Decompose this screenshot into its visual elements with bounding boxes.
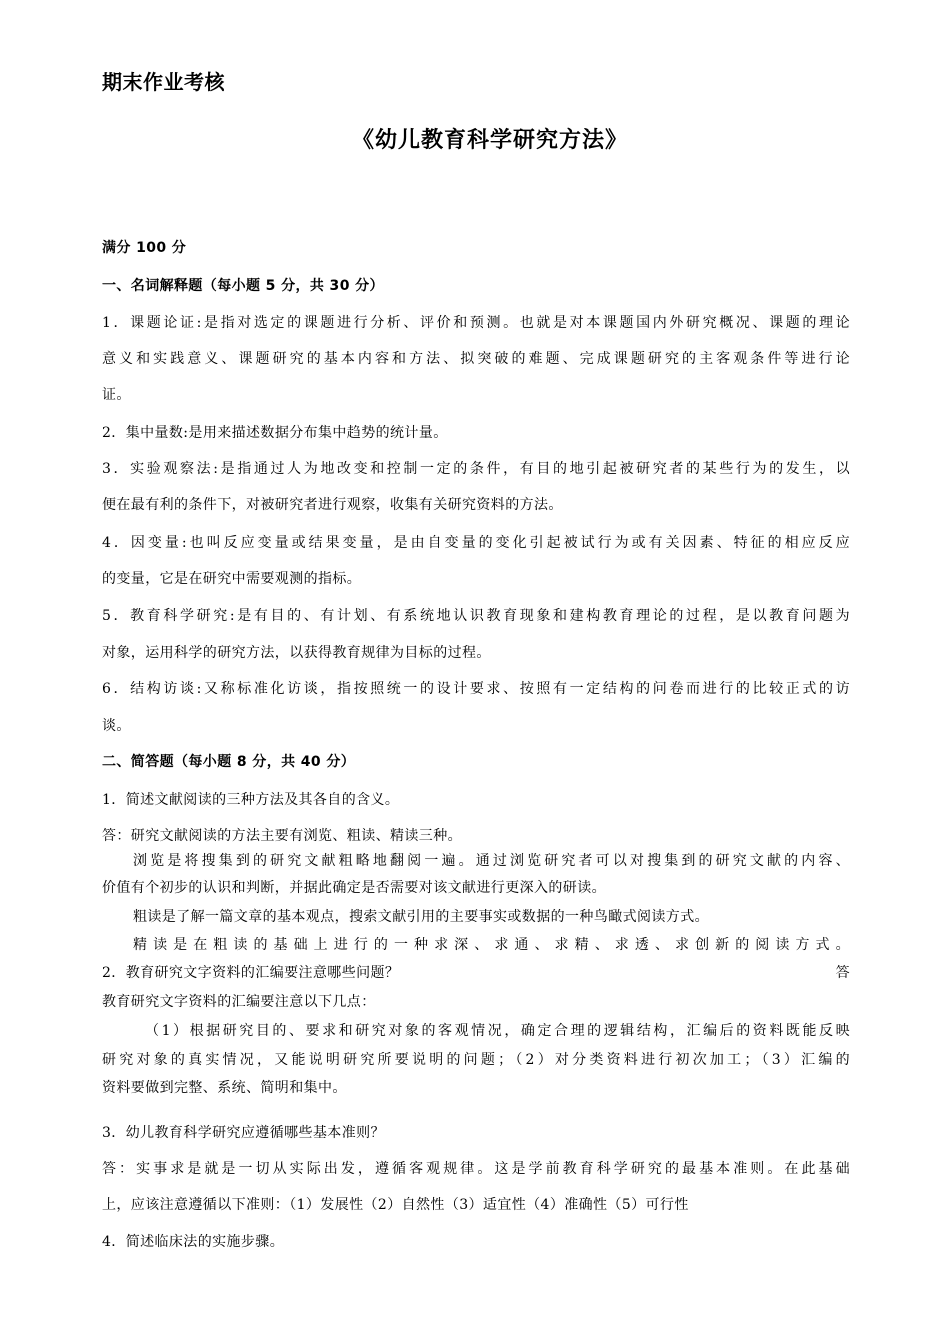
document-title: 《幼儿教育科学研究方法》	[351, 128, 628, 153]
s2-answer-line: 上，应该注意遵循以下准则：（1）发展性（2）自然性（3）适宜性（4）准确性（5）可行性	[102, 1197, 689, 1213]
s2-question: 2．教育研究文字资料的汇编要注意哪些问题？	[102, 965, 400, 981]
answer-label: 答	[835, 965, 850, 981]
s2-answer-line: 教育研究文字资料的汇编要注意以下几点：	[102, 994, 376, 1010]
s1-line: 对象，运用科学的研究方法，以获得教育规律为目标的过程。	[102, 645, 491, 661]
s1-line: 证。	[102, 387, 131, 403]
s2-question-row	[102, 963, 850, 983]
s1-line: 6．结构访谈:又称标准化访谈，指按照统一的设计要求、按照有一定结构的问卷而进行的比较正式的访	[102, 681, 850, 697]
s1-line: 便在最有利的条件下，对被研究者进行观察，收集有关研究资料的方法。	[102, 497, 563, 513]
s2-answer-line: 研究对象的真实情况，又能说明研究所要说明的问题；（2）对分类资料进行初次加工；（3）汇编的	[102, 1052, 850, 1068]
s1-line: 1．课题论证:是指对选定的课题进行分析、评价和预测。也就是对本课题国内外研究概况、课题的理论	[102, 315, 850, 331]
s2-answer: 答：研究文献阅读的方法主要有浏览、粗读、精读三种。	[102, 828, 462, 844]
s2-answer-line: （1）根据研究目的、要求和研究对象的客观情况，确定合理的逻辑结构，汇编后的资料既能反映	[145, 1023, 850, 1039]
s2-answer-line: 浏览是将搜集到的研究文献粗略地翻阅一遍。通过浏览研究者可以对搜集到的研究文献的内容、	[133, 853, 850, 869]
s2-question: 3．幼儿教育科学研究应遵循哪些基本准则？	[102, 1125, 385, 1141]
s2-question: 1．简述文献阅读的三种方法及其各自的含义。	[102, 792, 400, 808]
s1-line: 2．集中量数:是用来描述数据分布集中趋势的统计量。	[102, 425, 448, 441]
s1-line: 意义和实践意义、课题研究的基本内容和方法、拟突破的难题、完成课题研究的主客观条件等进行论	[102, 351, 850, 367]
s1-line: 谈。	[102, 718, 131, 734]
s2-answer-line: 粗读是了解一篇文章的基本观点，搜索文献引用的主要事实或数据的一种鸟瞰式阅读方式。	[133, 909, 709, 925]
section-heading-1: 一、名词解释题（每小题 5 分，共 30 分）	[102, 278, 384, 294]
s1-line: 5．教育科学研究:是有目的、有计划、有系统地认识教育现象和建构教育理论的过程，是以教育问题为	[102, 608, 850, 624]
s2-answer-line: 答：实事求是就是一切从实际出发，遵循客观规律。这是学前教育科学研究的最基本准则。在此基础	[102, 1161, 850, 1177]
full-score: 满分 100 分	[102, 240, 187, 256]
s2-question: 4．简述临床法的实施步骤。	[102, 1234, 285, 1250]
s2-answer-line: 资料要做到完整、系统、简明和集中。	[102, 1080, 347, 1096]
s1-line: 3．实验观察法:是指通过人为地改变和控制一定的条件，有目的地引起被研究者的某些行为的发生，以	[102, 461, 850, 477]
s1-line: 4．因变量:也叫反应变量或结果变量，是由自变量的变化引起被试行为或有关因素、特征的相应反应	[102, 535, 850, 551]
s2-answer-line: 价值有个初步的认识和判断，并据此确定是否需要对该文献进行更深入的研读。	[102, 880, 606, 896]
s2-answer-line: 精读是在粗读的基础上进行的一种求深、求通、求精、求透、求创新的阅读方式。	[133, 937, 850, 953]
header-label: 期末作业考核	[102, 70, 225, 94]
s1-line: 的变量，它是在研究中需要观测的指标。	[102, 571, 362, 587]
section-heading-2: 二、简答题（每小题 8 分，共 40 分）	[102, 754, 356, 770]
